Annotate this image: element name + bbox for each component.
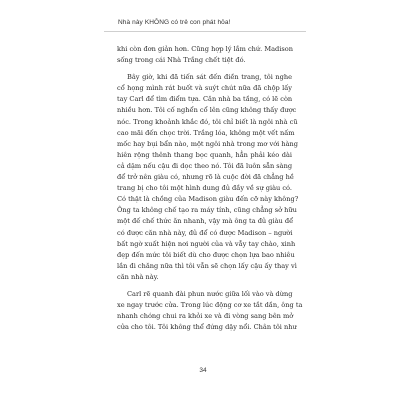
text-line: Có thật là chồng của Madison giàu đến cỡ này không? (117, 195, 299, 204)
text-line: Bây giờ, khi đã tiến sát đến điền trang, tôi nghe (127, 73, 292, 82)
text-line: trang bị cho tôi một hình dung đủ đầy về sự giàu có. (117, 184, 292, 193)
text-line: cả dặm nếu cậu đi dọc theo nó. Tôi đã luôn sẵn sàng (117, 161, 293, 170)
text-line: căn nhà này. (117, 272, 159, 281)
text-line: tay Carl để tìm điểm tựa. Căn nhà ba tầng, có lẽ còn (117, 95, 293, 104)
text-line: đẹp đến mức tôi biết dù cho được chọn lựa bao nhiêu (117, 250, 295, 259)
paragraph-3 (117, 289, 303, 333)
text-line: xe ngay trước cửa. Trong lúc động cơ xe tắt dần, ông ta (117, 301, 303, 310)
text-line: cao mãi đến chọc trời. Trắng lóa, không một vết nấm (117, 128, 295, 137)
paragraph-1 (117, 44, 292, 66)
text-line: nhanh chóng chui ra khỏi xe và đi vòng sang bên mở (117, 312, 294, 321)
text-line: sống trong cái Nhà Trắng chết tiệt đó. (117, 56, 246, 65)
text-line: để trở nên giàu có, nhưng rõ là cuộc đời đã chẳng hề (117, 173, 294, 182)
text-line: nhiều hơn. Tôi cố nghển cổ lên cũng không thấy được (117, 106, 297, 115)
text-line: cửa cho tôi. Tôi không thể đứng dậy nổi. Chân tôi như (117, 323, 297, 332)
running-header: Nhà này KHÔNG có trẻ con phát hỏa! (118, 19, 231, 26)
text-line: lần đi chăng nữa thì tôi vẫn sẽ chọn lấy cậu ấy thay vì (117, 261, 297, 270)
text-line: cổ họng mình rát buốt và suýt chút nữa đã chộp lấy (117, 84, 292, 93)
page-number: 34 (199, 367, 207, 374)
text-line: mốc hay bụi bẩn nào, một ngôi nhà trong mơ với hàng (117, 139, 299, 148)
text-line: nóc. Trong khoảnh khắc đó, tôi chỉ biết là ngôi nhà cũ (117, 117, 298, 126)
header-divider (104, 31, 306, 32)
text-line: có được căn nhà này, đủ để có được Madison – người (117, 228, 293, 237)
body-text (117, 44, 303, 333)
text-line: hiên rộng thênh thang bọc quanh, hẳn phải kéo dài (117, 150, 292, 159)
paragraph-2 (117, 72, 299, 283)
text-line: một đế chế thức ăn nhanh, vậy mà ông ta đủ giàu để (117, 217, 294, 226)
text-line: bất ngờ xuất hiện nơi người của và vẫy tay chào, xinh (117, 239, 296, 248)
text-line: Carl rẽ quanh đài phun nước giữa lối vào và dừng (127, 289, 293, 298)
text-line: khi còn đơn giản hơn. Cũng hợp lý lắm chứ. Madison (117, 45, 293, 53)
text-line: Ông ta không chế tạo ra máy tính, cũng chẳng sở hữu (117, 206, 297, 215)
